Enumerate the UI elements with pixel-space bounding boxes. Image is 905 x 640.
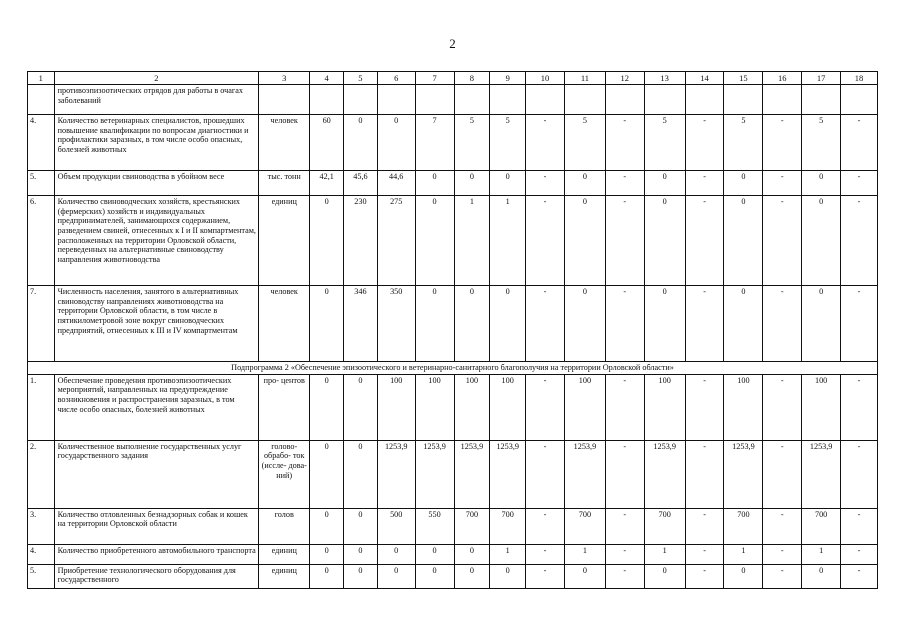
column-number-cell: 6 — [377, 72, 415, 85]
value-cell: 0 — [415, 564, 454, 588]
value-cell: 0 — [344, 115, 378, 171]
table-row — [28, 564, 878, 588]
value-cell: 1 — [644, 544, 685, 564]
value-cell: - — [526, 374, 565, 440]
unit-of-measure: голово- обрабо- ток (иссле- дова- ний) — [259, 440, 310, 508]
value-cell: - — [841, 374, 878, 440]
value-cell: 0 — [564, 171, 605, 196]
row-number: 3. — [28, 508, 55, 544]
value-cell: - — [605, 544, 644, 564]
value-cell: - — [685, 115, 724, 171]
value-cell: - — [605, 115, 644, 171]
value-cell — [564, 85, 605, 115]
value-cell — [526, 85, 565, 115]
value-cell: 0 — [490, 286, 526, 362]
value-cell: 5 — [454, 115, 490, 171]
value-cell: 0 — [344, 440, 378, 508]
value-cell: - — [605, 374, 644, 440]
value-cell — [605, 85, 644, 115]
value-cell: 1 — [454, 196, 490, 286]
value-cell: - — [685, 374, 724, 440]
value-cell: - — [526, 171, 565, 196]
value-cell: 5 — [490, 115, 526, 171]
value-cell — [377, 85, 415, 115]
value-cell: 1253,9 — [644, 440, 685, 508]
column-number-cell: 13 — [644, 72, 685, 85]
value-cell: - — [685, 196, 724, 286]
value-cell: 0 — [644, 564, 685, 588]
value-cell: 0 — [802, 171, 841, 196]
value-cell — [644, 85, 685, 115]
value-cell — [841, 85, 878, 115]
value-cell: 0 — [415, 171, 454, 196]
value-cell — [415, 85, 454, 115]
row-number — [28, 85, 55, 115]
value-cell: 0 — [644, 171, 685, 196]
value-cell: - — [526, 440, 565, 508]
value-cell: 0 — [310, 544, 344, 564]
subprogram-heading-row — [28, 362, 878, 375]
value-cell: 0 — [310, 374, 344, 440]
value-cell: 100 — [802, 374, 841, 440]
indicator-name: противоэпизоотических отрядов для работы в очагах заболеваний — [54, 85, 259, 115]
value-cell: 0 — [644, 196, 685, 286]
table-row — [28, 286, 878, 362]
value-cell: - — [763, 115, 802, 171]
value-cell: 0 — [415, 196, 454, 286]
row-number: 2. — [28, 440, 55, 508]
unit-of-measure: единиц — [259, 196, 310, 286]
value-cell: 0 — [724, 286, 763, 362]
unit-of-measure: единиц — [259, 544, 310, 564]
value-cell: - — [685, 508, 724, 544]
value-cell: - — [841, 196, 878, 286]
value-cell: 100 — [490, 374, 526, 440]
value-cell: 100 — [644, 374, 685, 440]
table-row — [28, 196, 878, 286]
value-cell: - — [841, 286, 878, 362]
column-number-cell: 9 — [490, 72, 526, 85]
indicator-name: Приобретение технологического оборудования для государственного — [54, 564, 259, 588]
column-number-cell: 3 — [259, 72, 310, 85]
value-cell: 1 — [490, 544, 526, 564]
value-cell: 230 — [344, 196, 378, 286]
indicator-name: Объем продукции свиноводства в убойном весе — [54, 171, 259, 196]
value-cell: 346 — [344, 286, 378, 362]
unit-of-measure: единиц — [259, 564, 310, 588]
value-cell: 0 — [724, 564, 763, 588]
value-cell: - — [685, 544, 724, 564]
value-cell — [454, 85, 490, 115]
value-cell: 5 — [564, 115, 605, 171]
value-cell: 275 — [377, 196, 415, 286]
value-cell: - — [526, 286, 565, 362]
value-cell: 0 — [310, 508, 344, 544]
value-cell — [344, 85, 378, 115]
value-cell: 0 — [490, 564, 526, 588]
row-number: 7. — [28, 286, 55, 362]
value-cell: 550 — [415, 508, 454, 544]
value-cell: - — [763, 508, 802, 544]
indicator-name: Количество ветеринарных специалистов, прошедших повышение квалификации по вопросам диагностики и профилактики заразных, в том числе особо опасных, болезней животных — [54, 115, 259, 171]
value-cell: 1253,9 — [724, 440, 763, 508]
column-number-cell: 12 — [605, 72, 644, 85]
row-number: 5. — [28, 171, 55, 196]
value-cell: 0 — [644, 286, 685, 362]
value-cell: 5 — [802, 115, 841, 171]
value-cell: - — [605, 440, 644, 508]
value-cell: 0 — [802, 196, 841, 286]
column-number-cell: 8 — [454, 72, 490, 85]
value-cell: 0 — [564, 196, 605, 286]
column-number-cell: 4 — [310, 72, 344, 85]
value-cell: - — [605, 286, 644, 362]
value-cell: - — [841, 171, 878, 196]
column-number-row — [28, 72, 878, 85]
indicator-name: Количественное выполнение государственных услуг государственного задания — [54, 440, 259, 508]
value-cell: - — [526, 508, 565, 544]
value-cell: 45,6 — [344, 171, 378, 196]
value-cell: - — [526, 115, 565, 171]
column-number-cell: 16 — [763, 72, 802, 85]
table-row — [28, 85, 878, 115]
value-cell: - — [841, 508, 878, 544]
value-cell: - — [526, 564, 565, 588]
indicator-name: Количество свиноводческих хозяйств, крестьянских (фермерских) хозяйств и индивидуальных предпринимателей, занимающихся содержанием, разведением свиней, отнесенных к I и II компартментам, расположенных на территории Орловской области, переведенных на альтернативные свиноводству направления животноводства — [54, 196, 259, 286]
value-cell: - — [763, 171, 802, 196]
column-number-cell: 5 — [344, 72, 378, 85]
value-cell: 0 — [377, 544, 415, 564]
value-cell: 1253,9 — [415, 440, 454, 508]
unit-of-measure: про- центов — [259, 374, 310, 440]
unit-of-measure: тыс. тонн — [259, 171, 310, 196]
value-cell: 700 — [454, 508, 490, 544]
value-cell: 44,6 — [377, 171, 415, 196]
value-cell: 0 — [415, 544, 454, 564]
row-number: 5. — [28, 564, 55, 588]
value-cell: 1253,9 — [564, 440, 605, 508]
value-cell: 0 — [310, 440, 344, 508]
column-number-cell: 14 — [685, 72, 724, 85]
value-cell: 0 — [377, 564, 415, 588]
value-cell: 0 — [344, 564, 378, 588]
table-row — [28, 115, 878, 171]
table-row — [28, 440, 878, 508]
value-cell: - — [526, 544, 565, 564]
value-cell: 0 — [344, 374, 378, 440]
table-row — [28, 544, 878, 564]
value-cell: 0 — [454, 171, 490, 196]
value-cell: 0 — [344, 544, 378, 564]
column-number-cell: 7 — [415, 72, 454, 85]
value-cell: 1253,9 — [377, 440, 415, 508]
value-cell: - — [685, 171, 724, 196]
value-cell: - — [763, 374, 802, 440]
value-cell: 100 — [564, 374, 605, 440]
value-cell: 1 — [724, 544, 763, 564]
indicator-name: Численность населения, занятого в альтернативных свиноводству направлениях животноводства на территории Орловской области, в том числе в пятикилометровой зоне вокруг свиноводческих предприятий, отнесенных к III и IV компартментам — [54, 286, 259, 362]
value-cell: 42,1 — [310, 171, 344, 196]
row-number: 4. — [28, 115, 55, 171]
unit-of-measure: человек — [259, 286, 310, 362]
value-cell: 0 — [802, 564, 841, 588]
value-cell: 350 — [377, 286, 415, 362]
subprogram-title: Подпрограмма 2 «Обеспечение эпизоотического и ветеринарно-санитарного благополучия на территории Орловской области» — [28, 362, 878, 375]
value-cell: 0 — [724, 171, 763, 196]
value-cell: - — [685, 440, 724, 508]
value-cell: - — [763, 440, 802, 508]
table-row — [28, 171, 878, 196]
value-cell: 1 — [490, 196, 526, 286]
value-cell: 0 — [490, 171, 526, 196]
value-cell — [310, 85, 344, 115]
value-cell — [490, 85, 526, 115]
indicator-name: Обеспечение проведения противоэпизоотических мероприятий, направленных на предупреждение возникновения и распространения заразных, в том числе особо опасных, болезней животных — [54, 374, 259, 440]
value-cell: 1253,9 — [454, 440, 490, 508]
value-cell: 100 — [377, 374, 415, 440]
column-number-cell: 18 — [841, 72, 878, 85]
value-cell: 100 — [454, 374, 490, 440]
page-number: 2 — [449, 36, 456, 51]
value-cell — [763, 85, 802, 115]
unit-of-measure: голов — [259, 508, 310, 544]
value-cell: 0 — [415, 286, 454, 362]
value-cell: 0 — [377, 115, 415, 171]
value-cell: 0 — [454, 286, 490, 362]
column-number-cell: 2 — [54, 72, 259, 85]
value-cell: 0 — [310, 286, 344, 362]
row-number: 4. — [28, 544, 55, 564]
column-number-cell: 1 — [28, 72, 55, 85]
value-cell: - — [605, 171, 644, 196]
value-cell: 0 — [802, 286, 841, 362]
value-cell: 1253,9 — [802, 440, 841, 508]
value-cell: 1 — [564, 544, 605, 564]
value-cell: 0 — [310, 196, 344, 286]
value-cell: - — [763, 564, 802, 588]
value-cell: 0 — [454, 544, 490, 564]
value-cell: 700 — [644, 508, 685, 544]
value-cell: 0 — [344, 508, 378, 544]
value-cell: 1253,9 — [490, 440, 526, 508]
column-number-cell: 15 — [724, 72, 763, 85]
value-cell: 1 — [802, 544, 841, 564]
value-cell: - — [763, 286, 802, 362]
value-cell — [724, 85, 763, 115]
value-cell: 700 — [490, 508, 526, 544]
value-cell: 0 — [564, 286, 605, 362]
value-cell: 0 — [564, 564, 605, 588]
value-cell: - — [841, 544, 878, 564]
value-cell: - — [841, 115, 878, 171]
value-cell: 100 — [415, 374, 454, 440]
value-cell: 60 — [310, 115, 344, 171]
value-cell: - — [841, 564, 878, 588]
row-number: 1. — [28, 374, 55, 440]
value-cell: - — [605, 508, 644, 544]
value-cell: - — [526, 196, 565, 286]
value-cell: 700 — [564, 508, 605, 544]
table-row — [28, 374, 878, 440]
unit-of-measure — [259, 85, 310, 115]
value-cell: 700 — [802, 508, 841, 544]
value-cell: - — [841, 440, 878, 508]
value-cell: 5 — [724, 115, 763, 171]
value-cell: - — [685, 564, 724, 588]
column-number-cell: 10 — [526, 72, 565, 85]
value-cell: - — [605, 564, 644, 588]
column-number-cell: 17 — [802, 72, 841, 85]
value-cell: 500 — [377, 508, 415, 544]
value-cell — [685, 85, 724, 115]
value-cell: - — [685, 286, 724, 362]
value-cell: 700 — [724, 508, 763, 544]
value-cell: 7 — [415, 115, 454, 171]
indicator-name: Количество отловленных безнадзорных собак и кошек на территории Орловской области — [54, 508, 259, 544]
column-number-cell: 11 — [564, 72, 605, 85]
indicator-name: Количество приобретенного автомобильного транспорта — [54, 544, 259, 564]
value-cell: 0 — [310, 564, 344, 588]
unit-of-measure: человек — [259, 115, 310, 171]
value-cell: - — [763, 544, 802, 564]
indicators-table — [27, 71, 878, 589]
row-number: 6. — [28, 196, 55, 286]
value-cell: - — [763, 196, 802, 286]
value-cell — [802, 85, 841, 115]
table-row — [28, 508, 878, 544]
value-cell: 0 — [724, 196, 763, 286]
value-cell: 0 — [454, 564, 490, 588]
value-cell: - — [605, 196, 644, 286]
value-cell: 5 — [644, 115, 685, 171]
value-cell: 100 — [724, 374, 763, 440]
